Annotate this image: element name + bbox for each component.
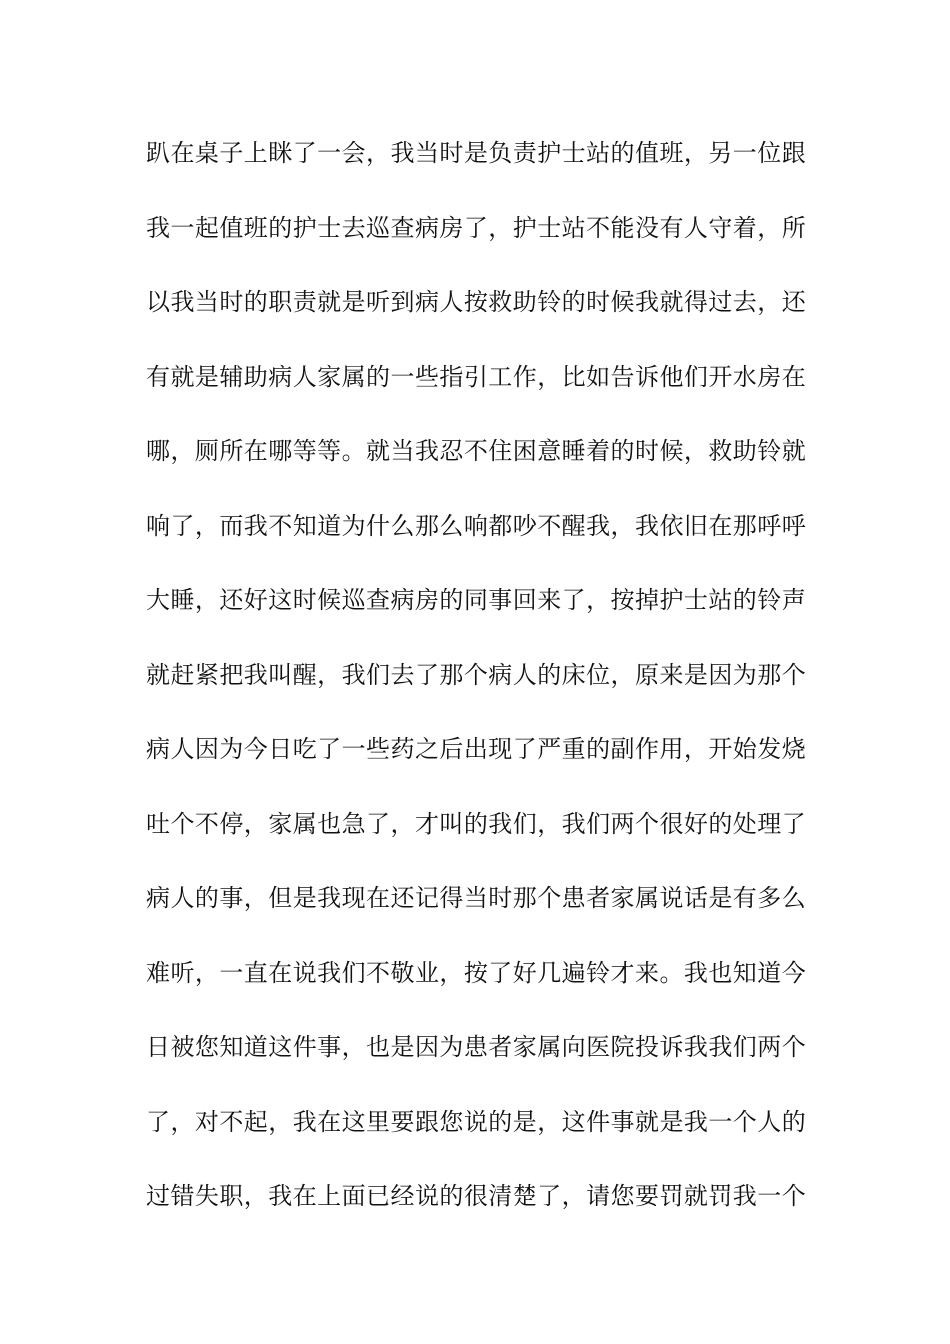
text-line: 病人因为今日吃了一些药之后出现了严重的副作用，开始发烧	[146, 735, 806, 763]
text-line: 过错失职，我在上面已经说的很清楚了，请您要罚就罚我一个	[146, 1182, 806, 1210]
body-text	[146, 128, 806, 1246]
text-line: 响了，而我不知道为什么那么响都吵不醒我，我依旧在那呼呼	[146, 511, 806, 540]
text-line: 趴在桌子上眯了一会，我当时是负责护士站的值班，另一位跟	[146, 139, 806, 167]
text-line: 日被您知道这件事，也是因为患者家属向医院投诉我我们两个	[146, 1033, 806, 1061]
text-line: 哪，厕所在哪等等。就当我忍不住困意睡着的时候，救助铃就	[146, 437, 806, 465]
text-line: 吐个不停，家属也急了，才叫的我们，我们两个很好的处理了	[146, 809, 806, 838]
text-line: 难听，一直在说我们不敬业，按了好几遍铃才来。我也知道今	[146, 958, 806, 987]
text-line: 有就是辅助病人家属的一些指引工作，比如告诉他们开水房在	[146, 362, 806, 391]
text-line: 大睡，还好这时候巡查病房的同事回来了，按掉护士站的铃声	[146, 586, 806, 614]
text-line: 以我当时的职责就是听到病人按救助铃的时候我就得过去，还	[146, 288, 806, 316]
text-line: 病人的事，但是我现在还记得当时那个患者家属说话是有多么	[146, 884, 806, 912]
text-line: 我一起值班的护士去巡查病房了，护士站不能没有人守着，所	[146, 213, 806, 242]
text-line: 就赶紧把我叫醒，我们去了那个病人的床位，原来是因为那个	[146, 660, 806, 689]
text-line: 了，对不起，我在这里要跟您说的是，这件事就是我一个人的	[146, 1107, 806, 1136]
